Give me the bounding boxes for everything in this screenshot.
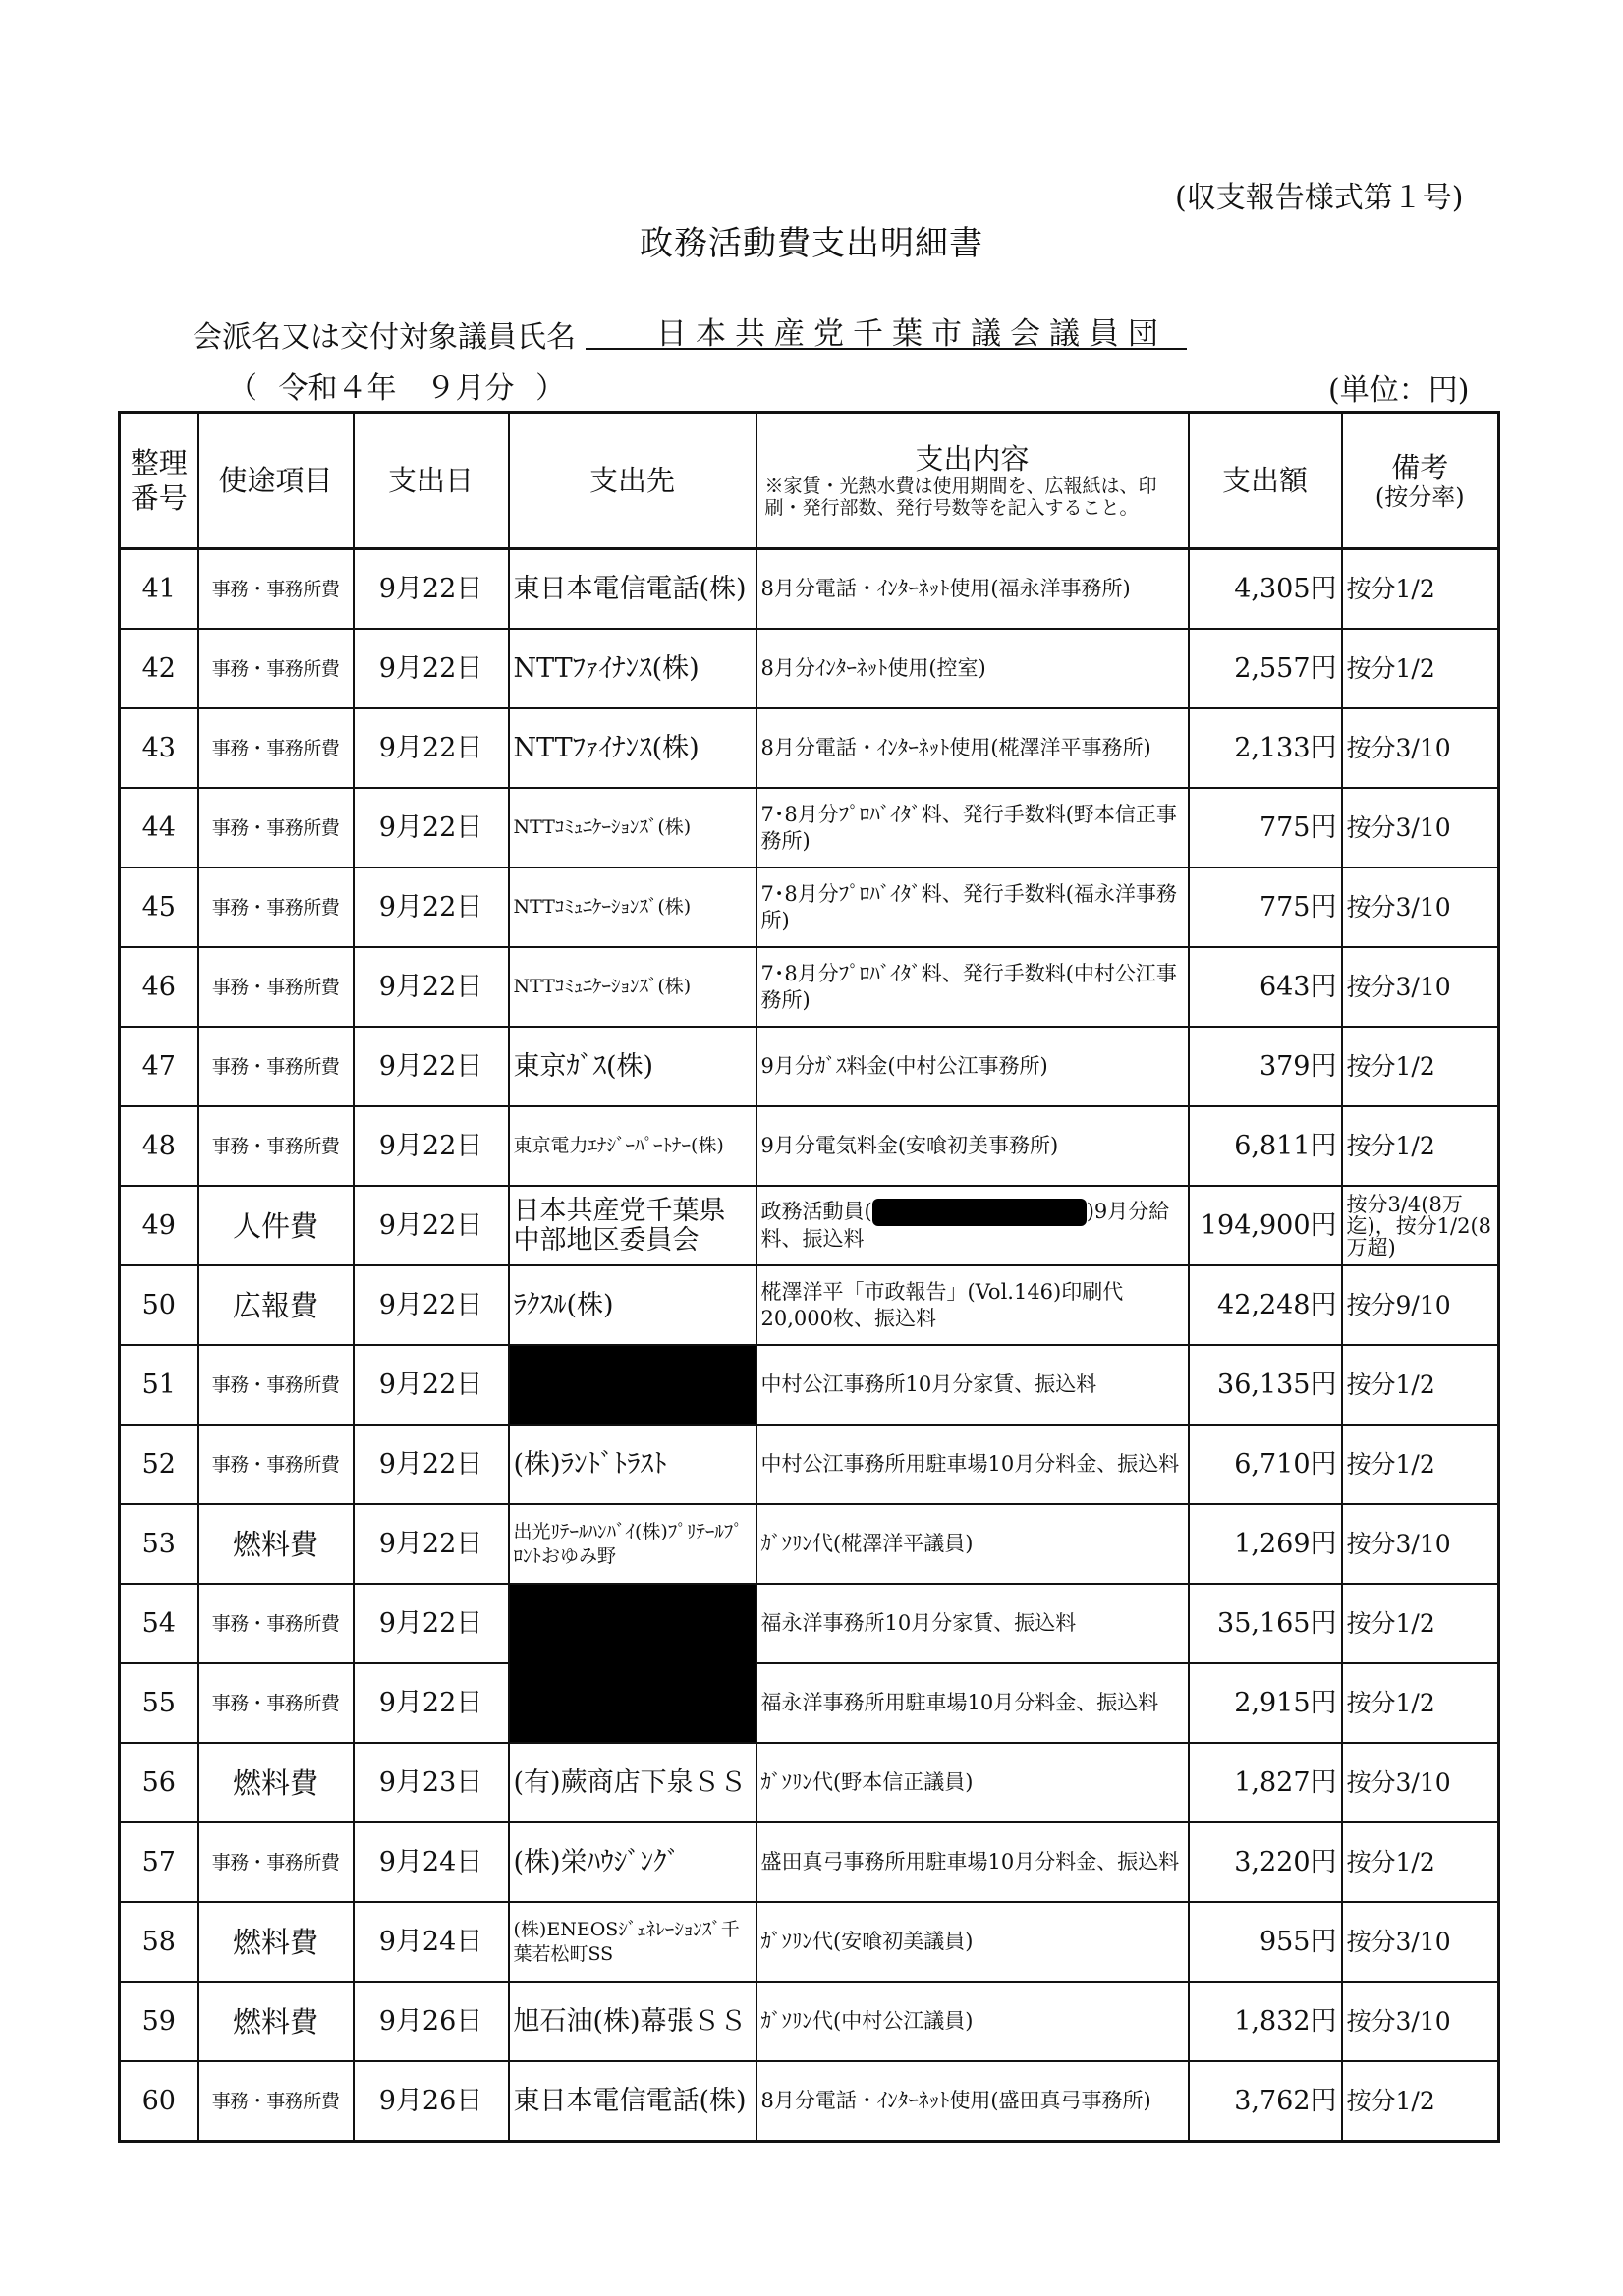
form-number: (収支報告様式第１号) — [1175, 181, 1464, 215]
row-payee-redacted — [509, 1345, 756, 1425]
row-number: 56 — [120, 1743, 198, 1822]
row-date: 9月22日 — [354, 1504, 509, 1584]
row-amount: 6,811円 — [1189, 1106, 1342, 1186]
row-amount: 775円 — [1189, 868, 1342, 947]
row-payee: (株)ENEOSｼﾞｪﾈﾚｰｼｮﾝｽﾞ千葉若松町SS — [509, 1902, 756, 1982]
row-note: 按分1/2 — [1342, 1822, 1499, 1902]
table-row — [120, 549, 1499, 630]
row-payee: (株)栄ﾊｳｼﾞﾝｸﾞ — [509, 1822, 756, 1902]
row-payee-redacted — [509, 1584, 756, 1743]
table-row — [120, 1663, 1499, 1743]
table-row — [120, 947, 1499, 1027]
row-date: 9月26日 — [354, 2061, 509, 2142]
header-note — [1342, 413, 1499, 549]
row-purpose: 広報費 — [198, 1265, 354, 1345]
row-payee: NTTｺﾐｭﾆｹｰｼｮﾝｽﾞ(株) — [509, 947, 756, 1027]
table-row — [120, 1504, 1499, 1584]
row-note: 按分3/10 — [1342, 1743, 1499, 1822]
row-content: 中村公江事務所用駐車場10月分料金、振込料 — [756, 1425, 1189, 1504]
header-note-label: 備考 — [1391, 451, 1449, 484]
row-number: 41 — [120, 549, 198, 630]
row-payee: NTTﾌｧｲﾅﾝｽ(株) — [509, 708, 756, 788]
row-amount: 1,832円 — [1189, 1982, 1342, 2061]
row-amount: 379円 — [1189, 1027, 1342, 1106]
row-date: 9月23日 — [354, 1743, 509, 1822]
row-purpose: 事務・事務所費 — [198, 1584, 354, 1663]
row-payee: NTTｺﾐｭﾆｹｰｼｮﾝｽﾞ(株) — [509, 868, 756, 947]
row-number: 42 — [120, 629, 198, 708]
row-content: 盛田真弓事務所用駐車場10月分料金、振込料 — [756, 1822, 1189, 1902]
row-amount: 1,269円 — [1189, 1504, 1342, 1584]
row-amount: 36,135円 — [1189, 1345, 1342, 1425]
row-content: 7･8月分ﾌﾟﾛﾊﾞｲﾀﾞ料、発行手数料(野本信正事務所) — [756, 788, 1189, 868]
row-date: 9月24日 — [354, 1902, 509, 1982]
table-row — [120, 1902, 1499, 1982]
row-content: 8月分電話・ｲﾝﾀｰﾈｯﾄ使用(椛澤洋平事務所) — [756, 708, 1189, 788]
table-row — [120, 788, 1499, 868]
member-name: 日本共産党千葉市議会議員団 — [586, 308, 1187, 350]
header-payee: 支出先 — [509, 413, 756, 549]
row-content: 福永洋事務所用駐車場10月分料金、振込料 — [756, 1663, 1189, 1743]
row-purpose: 事務・事務所費 — [198, 1822, 354, 1902]
table-row — [120, 1106, 1499, 1186]
table-row — [120, 708, 1499, 788]
row-content: ｶﾞｿﾘﾝ代(安喰初美議員) — [756, 1902, 1189, 1982]
row-date: 9月22日 — [354, 1027, 509, 1106]
row-payee: (株)ﾗﾝﾄﾞﾄﾗｽﾄ — [509, 1425, 756, 1504]
row-purpose: 事務・事務所費 — [198, 788, 354, 868]
row-payee: 日本共産党千葉県中部地区委員会 — [509, 1186, 756, 1265]
row-amount: 194,900円 — [1189, 1186, 1342, 1265]
row-amount: 955円 — [1189, 1902, 1342, 1982]
row-payee: 旭石油(株)幕張ＳＳ — [509, 1982, 756, 2061]
row-date: 9月22日 — [354, 1345, 509, 1425]
row-number: 50 — [120, 1265, 198, 1345]
row-purpose: 事務・事務所費 — [198, 1106, 354, 1186]
table-row — [120, 1425, 1499, 1504]
row-payee: 東京電力ｴﾅｼﾞｰﾊﾟｰﾄﾅｰ(株) — [509, 1106, 756, 1186]
row-note: 按分9/10 — [1342, 1265, 1499, 1345]
content-text-end: )9月分給料、振込料 — [760, 1199, 1170, 1252]
header-content-label: 支出内容 — [915, 442, 1030, 476]
row-content: ｶﾞｿﾘﾝ代(中村公江議員) — [756, 1982, 1189, 2061]
table-row — [120, 868, 1499, 947]
row-number: 58 — [120, 1902, 198, 1982]
row-note: 按分3/4(8万迄)，按分1/2(8万超) — [1342, 1186, 1499, 1265]
header-date: 支出日 — [354, 413, 509, 549]
header-content — [756, 413, 1189, 549]
member-label: 会派名又は交付対象議員氏名 — [193, 320, 576, 355]
table-row — [120, 2061, 1499, 2142]
row-purpose: 燃料費 — [198, 1982, 354, 2061]
row-date: 9月22日 — [354, 549, 509, 630]
header-note-sub: (按分率) — [1374, 483, 1465, 511]
row-note: 按分1/2 — [1342, 2061, 1499, 2142]
row-amount: 2,557円 — [1189, 629, 1342, 708]
row-content: 9月分電気料金(安喰初美事務所) — [756, 1106, 1189, 1186]
row-note: 按分1/2 — [1342, 1106, 1499, 1186]
row-number: 52 — [120, 1425, 198, 1504]
row-content: ｶﾞｿﾘﾝ代(野本信正議員) — [756, 1743, 1189, 1822]
row-number: 59 — [120, 1982, 198, 2061]
row-note: 按分3/10 — [1342, 868, 1499, 947]
row-amount: 35,165円 — [1189, 1584, 1342, 1663]
row-purpose: 燃料費 — [198, 1902, 354, 1982]
row-payee: (有)蕨商店下泉ＳＳ — [509, 1743, 756, 1822]
row-content: 9月分ｶﾞｽ料金(中村公江事務所) — [756, 1027, 1189, 1106]
row-purpose: 事務・事務所費 — [198, 549, 354, 630]
document-title: 政務活動費支出明細書 — [640, 224, 983, 263]
report-period: （ 令和４年 ９月分 ） — [228, 371, 566, 406]
row-payee: 出光ﾘﾃｰﾙﾊﾝﾊﾞｲ(株)ﾌﾟﾘﾃｰﾙﾌﾟﾛﾝﾄおゆみ野 — [509, 1504, 756, 1584]
table-row — [120, 1743, 1499, 1822]
row-number: 43 — [120, 708, 198, 788]
row-purpose: 事務・事務所費 — [198, 708, 354, 788]
row-purpose: 事務・事務所費 — [198, 1425, 354, 1504]
table-header-row — [120, 413, 1499, 549]
row-number: 49 — [120, 1186, 198, 1265]
row-number: 57 — [120, 1822, 198, 1902]
row-date: 9月22日 — [354, 947, 509, 1027]
row-note: 按分3/10 — [1342, 947, 1499, 1027]
table-row — [120, 1186, 1499, 1265]
expense-table — [118, 411, 1500, 2143]
redaction-mark — [872, 1199, 1087, 1226]
row-payee: NTTﾌｧｲﾅﾝｽ(株) — [509, 629, 756, 708]
row-payee: 東京ｶﾞｽ(株) — [509, 1027, 756, 1106]
row-note: 按分1/2 — [1342, 1027, 1499, 1106]
row-number: 55 — [120, 1663, 198, 1743]
row-content: 福永洋事務所10月分家賃、振込料 — [756, 1584, 1189, 1663]
row-date: 9月22日 — [354, 1106, 509, 1186]
row-purpose: 事務・事務所費 — [198, 947, 354, 1027]
row-payee: 東日本電信電話(株) — [509, 2061, 756, 2142]
row-purpose: 燃料費 — [198, 1504, 354, 1584]
row-amount: 3,762円 — [1189, 2061, 1342, 2142]
row-amount: 643円 — [1189, 947, 1342, 1027]
row-content: 8月分ｲﾝﾀｰﾈｯﾄ使用(控室) — [756, 629, 1189, 708]
header-no: 整理番号 — [120, 413, 198, 549]
row-number: 44 — [120, 788, 198, 868]
row-date: 9月26日 — [354, 1982, 509, 2061]
row-note: 按分3/10 — [1342, 1982, 1499, 2061]
row-number: 51 — [120, 1345, 198, 1425]
row-purpose: 事務・事務所費 — [198, 868, 354, 947]
row-number: 54 — [120, 1584, 198, 1663]
row-purpose: 人件費 — [198, 1186, 354, 1265]
row-content: 7･8月分ﾌﾟﾛﾊﾞｲﾀﾞ料、発行手数料(中村公江事務所) — [756, 947, 1189, 1027]
row-payee: NTTｺﾐｭﾆｹｰｼｮﾝｽﾞ(株) — [509, 788, 756, 868]
row-note: 按分3/10 — [1342, 788, 1499, 868]
row-purpose: 事務・事務所費 — [198, 1027, 354, 1106]
row-amount: 775円 — [1189, 788, 1342, 868]
table-row — [120, 1584, 1499, 1663]
row-content — [756, 1186, 1189, 1265]
row-date: 9月22日 — [354, 868, 509, 947]
row-note: 按分3/10 — [1342, 1902, 1499, 1982]
row-number: 46 — [120, 947, 198, 1027]
table-row — [120, 1982, 1499, 2061]
table-row — [120, 1027, 1499, 1106]
row-content: 椛澤洋平「市政報告」(Vol.146)印刷代20,000枚、振込料 — [756, 1265, 1189, 1345]
row-note: 按分1/2 — [1342, 549, 1499, 630]
row-note: 按分3/10 — [1342, 1504, 1499, 1584]
row-payee: 東日本電信電話(株) — [509, 549, 756, 630]
header-purpose: 使途項目 — [198, 413, 354, 549]
row-amount: 1,827円 — [1189, 1743, 1342, 1822]
row-content: 7･8月分ﾌﾟﾛﾊﾞｲﾀﾞ料、発行手数料(福永洋事務所) — [756, 868, 1189, 947]
row-content: 8月分電話・ｲﾝﾀｰﾈｯﾄ使用(盛田真弓事務所) — [756, 2061, 1189, 2142]
row-amount: 2,133円 — [1189, 708, 1342, 788]
row-note: 按分1/2 — [1342, 629, 1499, 708]
row-purpose: 燃料費 — [198, 1743, 354, 1822]
table-row — [120, 1345, 1499, 1425]
row-note: 按分3/10 — [1342, 708, 1499, 788]
header-content-note: ※家賃・光熱水費は使用期間を、広報紙は、印刷・発行部数、発行号数等を記入すること。 — [764, 476, 1157, 519]
row-content: 中村公江事務所10月分家賃、振込料 — [756, 1345, 1189, 1425]
row-date: 9月22日 — [354, 1425, 509, 1504]
row-note: 按分1/2 — [1342, 1425, 1499, 1504]
row-content: 8月分電話・ｲﾝﾀｰﾈｯﾄ使用(福永洋事務所) — [756, 549, 1189, 630]
row-number: 60 — [120, 2061, 198, 2142]
row-purpose: 事務・事務所費 — [198, 1663, 354, 1743]
row-content: ｶﾞｿﾘﾝ代(椛澤洋平議員) — [756, 1504, 1189, 1584]
currency-unit: (単位：円) — [1328, 373, 1470, 408]
row-date: 9月24日 — [354, 1822, 509, 1902]
row-date: 9月22日 — [354, 1663, 509, 1743]
row-date: 9月22日 — [354, 708, 509, 788]
row-payee: ﾗｸｽﾙ(株) — [509, 1265, 756, 1345]
row-date: 9月22日 — [354, 1584, 509, 1663]
row-purpose: 事務・事務所費 — [198, 629, 354, 708]
row-amount: 3,220円 — [1189, 1822, 1342, 1902]
row-date: 9月22日 — [354, 629, 509, 708]
table-row — [120, 629, 1499, 708]
row-number: 47 — [120, 1027, 198, 1106]
row-date: 9月22日 — [354, 1186, 509, 1265]
row-amount: 4,305円 — [1189, 549, 1342, 630]
row-note: 按分1/2 — [1342, 1663, 1499, 1743]
table-row — [120, 1265, 1499, 1345]
row-amount: 42,248円 — [1189, 1265, 1342, 1345]
row-note: 按分1/2 — [1342, 1345, 1499, 1425]
row-number: 53 — [120, 1504, 198, 1584]
row-purpose: 事務・事務所費 — [198, 2061, 354, 2142]
content-text-start: 政務活動員( — [760, 1199, 872, 1223]
row-purpose: 事務・事務所費 — [198, 1345, 354, 1425]
header-amount: 支出額 — [1189, 413, 1342, 549]
row-number: 48 — [120, 1106, 198, 1186]
row-amount: 2,915円 — [1189, 1663, 1342, 1743]
row-date: 9月22日 — [354, 788, 509, 868]
row-amount: 6,710円 — [1189, 1425, 1342, 1504]
row-number: 45 — [120, 868, 198, 947]
row-date: 9月22日 — [354, 1265, 509, 1345]
table-row — [120, 1822, 1499, 1902]
row-note: 按分1/2 — [1342, 1584, 1499, 1663]
